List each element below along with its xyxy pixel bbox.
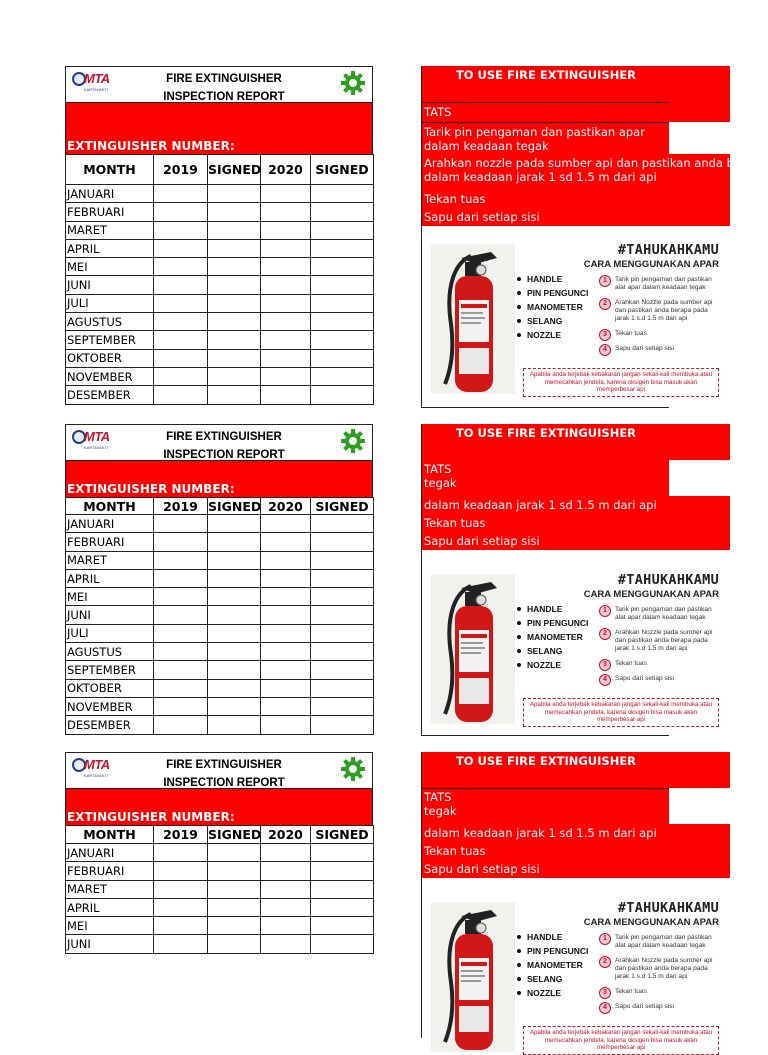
cell-2019[interactable] [154,551,208,569]
month-cell: DESEMBER [66,716,154,734]
cell-signed[interactable] [311,569,374,587]
gear-icon [340,70,366,96]
extinguisher-parts-list [517,930,588,1000]
step-item: 3 Tekan tuas [599,988,721,996]
cell-signed[interactable] [311,386,374,404]
part-label: HANDLE [517,930,588,944]
step-item: 1 Tarik pin pengaman dan pastikan alat apar dalam keadaan tegak [599,606,721,622]
cell-2019[interactable] [154,917,208,935]
divider [421,102,669,103]
cell-2020[interactable] [261,331,311,349]
table-row [66,697,374,715]
cell-2019[interactable] [154,203,208,221]
cell-signed[interactable] [311,185,374,203]
table-row [66,258,374,276]
col-month: MONTH [66,498,154,515]
cell-signed[interactable] [311,697,374,715]
instruction-step-1: TATS tegak [421,460,669,496]
table-row [66,643,374,661]
cell-signed[interactable] [311,661,374,679]
month-cell: FEBRUARI [66,533,154,551]
col-2019: 2019 [154,826,208,844]
cell-signed[interactable] [311,258,374,276]
table-row [66,349,374,367]
cell-signed[interactable] [311,515,374,533]
month-cell: JUNI [66,606,154,624]
cell-2020[interactable] [261,880,311,898]
mta-logo [70,428,120,454]
cell-signed[interactable] [208,917,261,935]
cell-signed[interactable] [311,862,374,880]
extinguisher-number-label: EXTINGUISHER NUMBER: [67,139,235,153]
cell-signed[interactable] [311,606,374,624]
cell-signed[interactable] [311,367,374,385]
divider [421,788,669,789]
part-label: HANDLE [517,602,588,616]
warning-note: Apabila anda terjebak kebakaran jangan sekali-kali membuka atau memecahkan jendela, karena oksigen bisa masuk akan memperbesar api [523,368,719,397]
card-header [65,66,373,103]
apar-infographic [431,234,721,394]
table-row [66,185,374,203]
cell-2019[interactable] [154,294,208,312]
cell-signed[interactable] [311,917,374,935]
part-label: PIN PENGUNCI [517,944,588,958]
cell-2019[interactable] [154,862,208,880]
cell-2019[interactable] [154,697,208,715]
extinguisher-number-band [65,103,373,154]
cell-2020[interactable] [261,624,311,642]
cell-2019[interactable] [154,515,208,533]
cell-2020[interactable] [261,533,311,551]
instruction-panel-1 [421,66,768,408]
month-cell: MARET [66,880,154,898]
table-row [66,588,374,606]
cell-2019[interactable] [154,276,208,294]
cell-2020[interactable] [261,679,311,697]
month-cell: MARET [66,221,154,239]
month-cell: DESEMBER [66,386,154,404]
cell-2020[interactable] [261,606,311,624]
cell-signed[interactable] [208,221,261,239]
logo-subtext: KARTAYAKTI [84,87,108,92]
logo-text: MTA [84,71,110,86]
table-row [66,239,374,257]
table-row [66,880,374,898]
cell-2020[interactable] [261,569,311,587]
part-label: PIN PENGUNCI [517,616,588,630]
warning-note: Apabila anda terjebak kebakaran jangan sekali-kali membuka atau memecahkan jendela, karena oksigen bisa masuk akan memperbesar api [523,1026,719,1055]
month-cell: JUNI [66,935,154,953]
infographic-title: #TAHUKAHKAMU CARA MENGGUNAKAN APAR [583,900,719,928]
table-row [66,935,374,953]
cell-2019[interactable] [154,313,208,331]
cell-signed[interactable] [208,294,261,312]
cell-2020[interactable] [261,276,311,294]
part-label: PIN PENGUNCI [517,286,588,300]
part-label: SELANG [517,314,588,328]
instruction-panel-3 [421,752,730,1051]
cell-signed[interactable] [208,716,261,734]
table-row [66,917,374,935]
cell-signed[interactable] [311,331,374,349]
cell-2019[interactable] [154,898,208,916]
month-cell: NOVEMBER [66,367,154,385]
cell-2020[interactable] [261,661,311,679]
infographic-steps [599,934,721,1018]
table-row [66,679,374,697]
cell-2020[interactable] [261,294,311,312]
cell-signed[interactable] [208,313,261,331]
part-label: NOZZLE [517,328,588,342]
inspection-table [65,825,374,954]
month-cell: MEI [66,588,154,606]
cell-2020[interactable] [261,203,311,221]
cell-2019[interactable] [154,935,208,953]
cell-2020[interactable] [261,313,311,331]
report-title: FIRE EXTINGUISHER INSPECTION REPORT [163,759,285,789]
cell-2020[interactable] [261,716,311,734]
cell-2020[interactable] [261,844,311,862]
cell-2019[interactable] [154,349,208,367]
infographic-title: #TAHUKAHKAMU CARA MENGGUNAKAN APAR [583,242,719,270]
cell-signed[interactable] [208,551,261,569]
cell-2020[interactable] [261,515,311,533]
month-cell: SEPTEMBER [66,661,154,679]
extinguisher-number-label: EXTINGUISHER NUMBER: [67,810,235,824]
cell-signed[interactable] [208,624,261,642]
col-signed-2019: SIGNED [208,498,262,514]
infographic-steps [599,606,721,690]
step-item: 1 Tarik pin pengaman dan pastikan alat apar dalam keadaan tegak [599,276,721,292]
cell-2019[interactable] [154,221,208,239]
cell-signed[interactable] [208,844,261,862]
table-row [66,661,374,679]
cell-2019[interactable] [154,367,208,385]
cell-signed[interactable] [311,294,374,312]
cell-signed[interactable] [311,880,374,898]
col-2020: 2020 [261,826,311,844]
inspection-table [65,497,374,735]
apar-infographic [431,892,721,1051]
month-cell: JULI [66,294,154,312]
cell-2020[interactable] [261,898,311,916]
month-cell: APRIL [66,898,154,916]
cell-signed[interactable] [311,679,374,697]
cell-signed[interactable] [311,898,374,916]
extinguisher-number-band [65,461,373,497]
cell-2019[interactable] [154,533,208,551]
step-item: 2 Arahkan Nozzle pada sumber api dan pastikan anda berapa pada jarak 1 s.d 1.5 m dari api [599,957,721,981]
table-row [66,515,374,533]
cell-signed[interactable] [311,643,374,661]
cell-2020[interactable] [261,367,311,385]
instruction-header: TO USE FIRE EXTINGUISHER [421,752,730,788]
table-row [66,862,374,880]
table-row [66,606,374,624]
cell-signed[interactable] [311,313,374,331]
cell-signed[interactable] [208,203,261,221]
cell-signed[interactable] [208,643,261,661]
month-cell: AGUSTUS [66,313,154,331]
cell-signed[interactable] [208,258,261,276]
cell-signed[interactable] [311,844,374,862]
cell-2020[interactable] [261,643,311,661]
cell-2020[interactable] [261,697,311,715]
cell-2019[interactable] [154,844,208,862]
table-row [66,203,374,221]
cell-signed[interactable] [311,276,374,294]
table-row [66,367,374,385]
extinguisher-number-label: EXTINGUISHER NUMBER: [67,482,235,496]
gear-icon [340,428,366,454]
col-2019: 2019 [154,155,208,185]
cell-signed[interactable] [311,935,374,953]
instruction-step-3: Tekan tuas [421,514,730,532]
cell-2020[interactable] [261,862,311,880]
table-row [66,386,374,404]
table-row [66,331,374,349]
step-item: 2 Arahkan Nozzle pada sumber api dan pastikan anda berapa pada jarak 1 s.d 1.5 m dari api [599,629,721,653]
step-item: 3 Tekan tuas [599,330,721,338]
instruction-step-2: dalam keadaan jarak 1 sd 1.5 m dari api [421,496,730,514]
instruction-step-1: TATS tegak [421,788,669,824]
cell-signed[interactable] [208,606,261,624]
table-row [66,313,374,331]
month-cell: JULI [66,624,154,642]
instruction-step-3: Tekan tuas [421,842,730,860]
table-row [66,624,374,642]
cell-2020[interactable] [261,239,311,257]
part-label: SELANG [517,644,588,658]
month-cell: APRIL [66,239,154,257]
cell-2020[interactable] [261,551,311,569]
mta-logo [70,756,120,782]
cell-2019[interactable] [154,569,208,587]
month-cell: OKTOBER [66,349,154,367]
cell-signed[interactable] [311,239,374,257]
step-item: 4 Sapu dari setiap sisi [599,345,721,353]
logo-subtext: KARTAYAKTI [84,773,108,778]
col-2020: 2020 [261,498,311,515]
report-title: FIRE EXTINGUISHER INSPECTION REPORT [163,73,285,103]
part-label: NOZZLE [517,986,588,1000]
month-cell: FEBRUARI [66,862,154,880]
cell-signed[interactable] [208,880,261,898]
part-label: SELANG [517,972,588,986]
inspection-card-1 [65,66,373,405]
table-row [66,221,374,239]
instruction-step-3: Tekan tuas [421,190,730,208]
part-label: NOZZLE [517,658,588,672]
cell-signed[interactable] [208,515,261,533]
cell-signed[interactable] [208,533,261,551]
cell-signed[interactable] [311,716,374,734]
step-item: 1 Tarik pin pengaman dan pastikan alat apar dalam keadaan tegak [599,934,721,950]
step-item: 4 Sapu dari setiap sisi [599,1003,721,1011]
extinguisher-parts-list [517,272,588,342]
cell-signed[interactable] [208,569,261,587]
month-cell: JUNI [66,276,154,294]
gear-icon [340,756,366,782]
cell-2019[interactable] [154,185,208,203]
col-signed-2020: SIGNED [311,498,374,515]
month-cell: JANUARI [66,844,154,862]
fire-extinguisher-icon [431,902,515,1052]
cell-signed[interactable] [208,898,261,916]
cell-2019[interactable] [154,258,208,276]
infographic-steps [599,276,721,360]
table-row [66,569,374,587]
cell-signed[interactable] [208,588,261,606]
cell-2019[interactable] [154,624,208,642]
col-month: MONTH [66,826,154,844]
col-month: MONTH [66,155,154,185]
cell-signed[interactable] [208,239,261,257]
extinguisher-number-band [65,789,373,825]
card-header [65,752,373,789]
instruction-step-4: Sapu dari setiap sisi [421,208,730,226]
cell-2020[interactable] [261,917,311,935]
cell-2019[interactable] [154,239,208,257]
cell-2019[interactable] [154,643,208,661]
month-cell: JANUARI [66,185,154,203]
cell-2020[interactable] [261,935,311,953]
instruction-header: TO USE FIRE EXTINGUISHER [421,424,730,460]
part-label: HANDLE [517,272,588,286]
month-cell: MARET [66,551,154,569]
cell-2019[interactable] [154,386,208,404]
instruction-tats: TATS [421,102,730,122]
cell-signed[interactable] [208,367,261,385]
card-header [65,424,373,461]
col-signed-2019: SIGNED [208,155,261,185]
col-signed-2019: SIGNED [208,827,262,842]
instruction-step-2: Arahkan nozzle pada sumber api dan pastikan anda berapa dalam keadaan jarak 1 sd 1.5 m dari api [421,154,730,190]
cell-signed[interactable] [311,349,374,367]
cell-2020[interactable] [261,258,311,276]
cell-signed[interactable] [311,533,374,551]
cell-signed[interactable] [208,935,261,953]
col-signed-2020: SIGNED [311,826,374,844]
month-cell: JANUARI [66,515,154,533]
cell-2019[interactable] [154,331,208,349]
cell-2020[interactable] [261,588,311,606]
instruction-panel-2 [421,424,730,736]
cell-signed[interactable] [208,349,261,367]
instruction-step-1: Tarik pin pengaman dan pastikan apar dalam keadaan tegak [421,122,669,154]
cell-signed[interactable] [311,588,374,606]
cell-signed[interactable] [208,661,261,679]
cell-signed[interactable] [208,386,261,404]
cell-signed[interactable] [208,697,261,715]
cell-2020[interactable] [261,221,311,239]
cell-signed[interactable] [311,221,374,239]
cell-signed[interactable] [208,331,261,349]
inspection-table [65,154,374,405]
cell-2019[interactable] [154,606,208,624]
month-cell: OKTOBER [66,679,154,697]
table-row [66,716,374,734]
cell-2019[interactable] [154,661,208,679]
cell-2019[interactable] [154,880,208,898]
extinguisher-parts-list [517,602,588,672]
col-signed-2020: SIGNED [311,155,374,185]
cell-2020[interactable] [261,349,311,367]
step-item: 2 Arahkan Nozzle pada sumber api dan pastikan anda berapa pada jarak 1 s.d 1.5 m dari api [599,299,721,323]
apar-infographic [431,564,721,724]
inspection-card-3 [65,752,373,954]
table-row [66,551,374,569]
table-row [66,276,374,294]
step-item: 3 Tekan tuas [599,660,721,668]
cell-signed[interactable] [311,203,374,221]
cell-signed[interactable] [208,862,261,880]
month-cell: MEI [66,917,154,935]
month-cell: APRIL [66,569,154,587]
cell-2020[interactable] [261,386,311,404]
cell-2019[interactable] [154,679,208,697]
part-label: MANOMETER [517,300,588,314]
fire-extinguisher-icon [431,244,515,394]
cell-signed[interactable] [208,185,261,203]
warning-note: Apabila anda terjebak kebakaran jangan sekali-kali membuka atau memecahkan jendela, karena oksigen bisa masuk akan memperbesar api [523,698,719,727]
month-cell: NOVEMBER [66,697,154,715]
infographic-title: #TAHUKAHKAMU CARA MENGGUNAKAN APAR [583,572,719,600]
logo-text: MTA [84,757,110,772]
month-cell: SEPTEMBER [66,331,154,349]
part-label: MANOMETER [517,958,588,972]
cell-signed[interactable] [208,276,261,294]
fire-extinguisher-icon [431,574,515,724]
cell-2019[interactable] [154,588,208,606]
month-cell: FEBRUARI [66,203,154,221]
col-2019: 2019 [154,498,208,515]
table-row [66,844,374,862]
cell-signed[interactable] [311,624,374,642]
month-cell: MEI [66,258,154,276]
logo-subtext: KARTAYAKTI [84,445,108,450]
divider [421,122,669,123]
instruction-header: TO USE FIRE EXTINGUISHER [421,66,730,102]
step-item: 4 Sapu dari setiap sisi [599,675,721,683]
mta-logo [70,70,120,96]
cell-signed[interactable] [311,551,374,569]
month-cell: AGUSTUS [66,643,154,661]
col-2020: 2020 [261,155,311,185]
inspection-card-2 [65,424,373,735]
instruction-step-2: dalam keadaan jarak 1 sd 1.5 m dari api [421,824,730,842]
logo-text: MTA [84,429,110,444]
report-title: FIRE EXTINGUISHER INSPECTION REPORT [163,431,285,461]
table-row [66,294,374,312]
cell-signed[interactable] [208,679,261,697]
table-row [66,533,374,551]
instruction-step-4: Sapu dari setiap sisi [421,860,730,878]
part-label: MANOMETER [517,630,588,644]
table-row [66,898,374,916]
cell-2019[interactable] [154,716,208,734]
cell-2020[interactable] [261,185,311,203]
instruction-step-4: Sapu dari setiap sisi [421,532,730,550]
